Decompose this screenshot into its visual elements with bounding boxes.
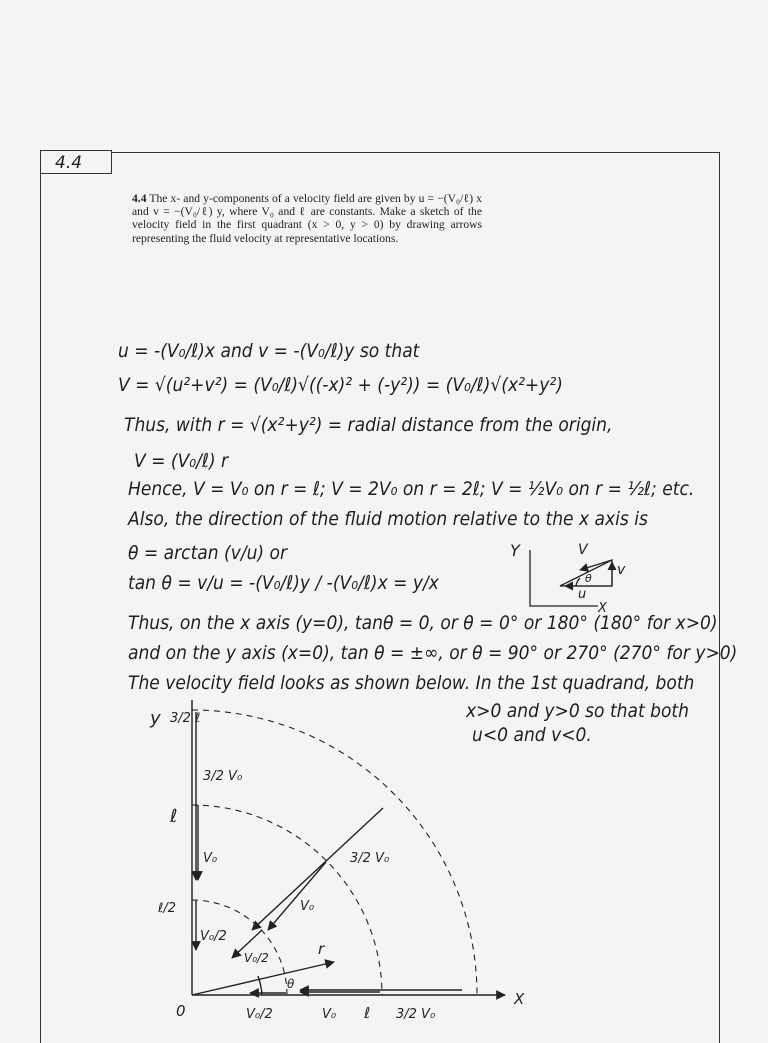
problem-number-tab: 4.4 xyxy=(40,150,112,174)
y-tick-l: ℓ xyxy=(170,806,178,827)
solution-line-12: x>0 and y>0 so that both xyxy=(466,700,689,722)
label-arrow-y-2: V₀ xyxy=(203,851,218,866)
inset-direction-sketch xyxy=(530,550,612,606)
solution-line-3: Thus, with r = √(x²+y²) = radial distance from the origin, xyxy=(124,414,613,436)
radius-label: r xyxy=(318,940,325,958)
x-tick-3: ℓ xyxy=(364,1004,371,1022)
solution-line-9: Thus, on the x axis (y=0), tanθ = 0, or θ = 0° or 180° (180° for x>0) xyxy=(128,612,718,634)
solution-line-2: V = √(u²+v²) = (V₀/ℓ)√((-x)² + (-y²)) = (V₀/ℓ)√(x²+y²) xyxy=(118,374,563,396)
solution-line-13: u<0 and v<0. xyxy=(472,724,592,746)
theta-label: θ xyxy=(287,977,295,991)
inset-v-label: v xyxy=(617,562,626,578)
solution-line-8: tan θ = v/u = -(V₀/ℓ)y / -(V₀/ℓ)x = y/x xyxy=(128,572,439,594)
origin-label: 0 xyxy=(176,1002,186,1020)
inset-y-label: Y xyxy=(510,541,520,560)
arrow-diag-l xyxy=(268,862,326,930)
x-tick-2: V₀ xyxy=(322,1007,337,1022)
y-tick-half-l: ℓ/2 xyxy=(158,901,177,916)
inset-theta-label: θ xyxy=(585,572,592,585)
arc-half-l xyxy=(192,900,287,995)
arc-l xyxy=(192,805,382,995)
label-arrow-diag-1: 3/2 V₀ xyxy=(350,851,390,866)
problem-statement-number: 4.4 xyxy=(132,192,147,205)
x-tick-1: V₀/2 xyxy=(246,1007,273,1022)
label-arrow-diag-3: V₀/2 xyxy=(244,951,269,965)
inset-x-label: X xyxy=(598,601,607,616)
solution-line-4: V = (V₀/ℓ) r xyxy=(134,450,229,472)
solution-line-11: The velocity field looks as shown below. In the 1st quadrand, both xyxy=(128,672,695,694)
y-axis-label: y xyxy=(150,708,161,729)
problem-statement-text: The x- and y-components of a velocity field are given by u = −(V₀/ℓ) x and v = −(V₀/ℓ) y, where V₀ and ℓ are constants. Make a sketch of the velocity field in the first quadrant (x > 0, y > 0) by drawing arrows representing the fluid velocity at representative locations. xyxy=(132,192,482,245)
solution-line-6: Also, the direction of the fluid motion relative to the x axis is xyxy=(128,508,648,530)
solution-line-10: and on the y axis (x=0), tan θ = ±∞, or θ = 90° or 270° (270° for y>0) xyxy=(128,642,738,664)
solution-line-7: θ = arctan (v/u) or xyxy=(128,542,288,564)
label-arrow-y-3: V₀/2 xyxy=(200,929,227,944)
inset-V-label: V xyxy=(578,542,588,558)
solution-line-1: u = -(V₀/ℓ)x and v = -(V₀/ℓ)y so that xyxy=(118,340,420,362)
label-arrow-y-1: 3/2 V₀ xyxy=(203,769,243,784)
x-axis-label: X xyxy=(514,990,525,1008)
inset-u-label: u xyxy=(578,587,587,602)
x-tick-4: 3/2 V₀ xyxy=(396,1007,436,1022)
y-tick-three-halves-l: 3/2 ℓ xyxy=(170,711,201,726)
label-arrow-diag-2: V₀ xyxy=(300,899,315,914)
inset-theta-arc xyxy=(576,578,580,586)
solution-line-5: Hence, V = V₀ on r = ℓ; V = 2V₀ on r = 2ℓ; V = ½V₀ on r = ½ℓ; etc. xyxy=(128,478,695,500)
